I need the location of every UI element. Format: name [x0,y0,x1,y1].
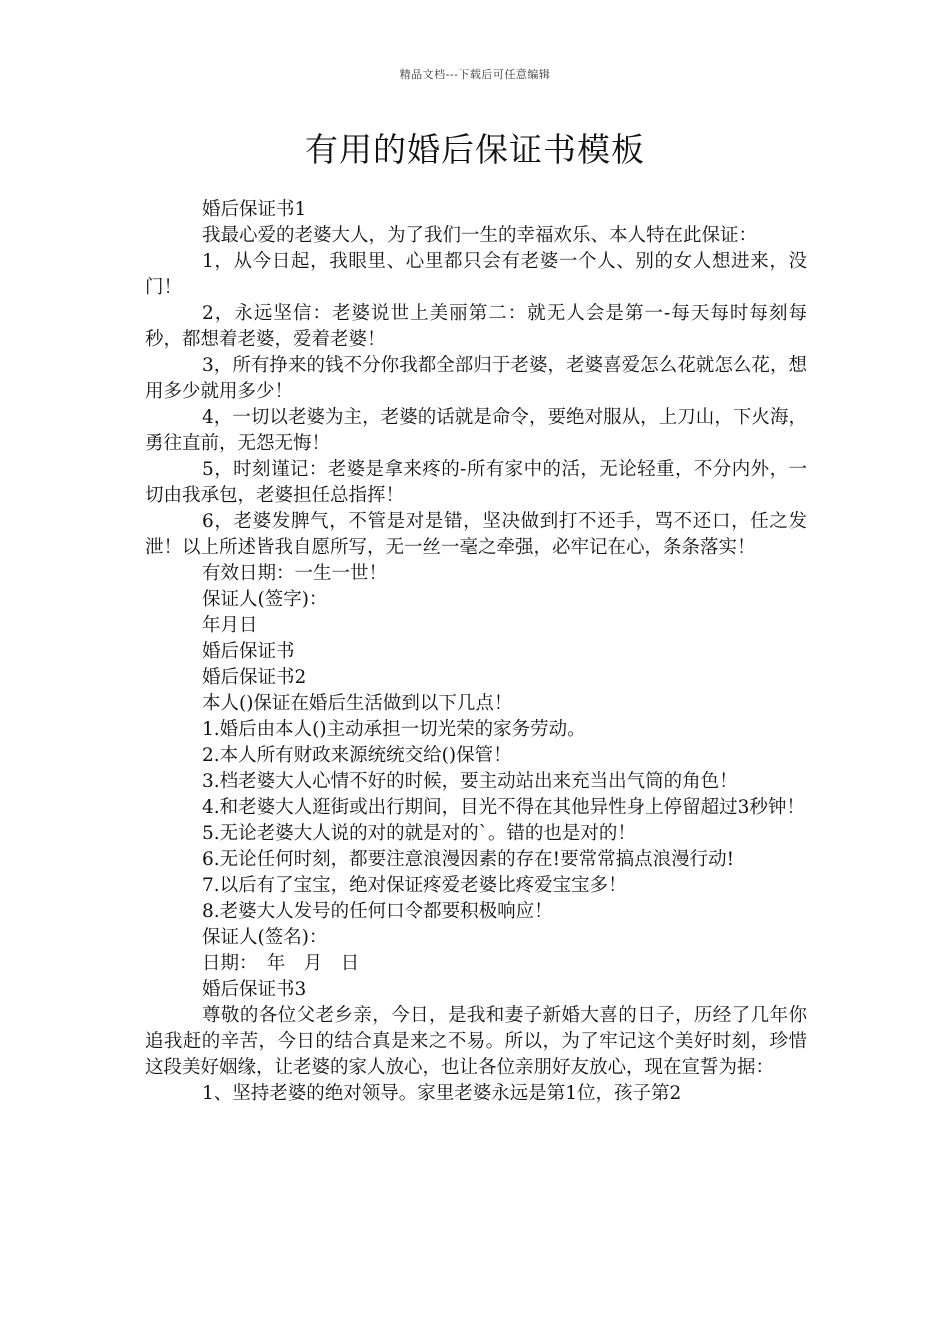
list-item: 2.本人所有财政来源统统交给()保管！ [202,745,512,766]
validity-line: 有效日期：一生一世！ [202,563,388,584]
section-heading-1: 婚后保证书1 [202,199,307,220]
guarantor-signature-line: 保证人(签字)： [202,589,328,610]
paragraph: 尊敬的各位父老乡亲，今日，是我和妻子新婚大喜的日子，历经了几年你追我赶的辛苦，今日的结合真是来之不易。所以，为了牢记这个美好时刻，珍惜这段美好姻缘，让老婆的家人放心，也让各位亲朋好友放心，现在宣誓为据： [145,1005,807,1078]
paragraph: 本人()保证在婚后生活做到以下几点！ [202,693,513,714]
list-item: 6.无论任何时刻，都要注意浪漫因素的存在!要常常搞点浪漫行动! [202,849,735,870]
paragraph: 6，老婆发脾气，不管是对是错，坚决做到打不还手，骂不还口，任之发泄！以上所述皆我自愿所写，无一丝一毫之牵强，必牢记在心，条条落实！ [145,511,807,558]
list-item: 1.婚后由本人()主动承担一切光荣的家务劳动。 [202,719,586,740]
paragraph: 1、坚持老婆的绝对领导。家里老婆永远是第1位，孩子第2 [202,1083,682,1104]
document-body [145,197,807,1107]
paragraph: 1，从今日起，我眼里、心里都只会有老婆一个人、别的女人想进来，没门！ [145,251,807,298]
guarantor-signature-line: 保证人(签名)： [202,927,328,948]
list-item: 7.以后有了宝宝，绝对保证疼爱老婆比疼爱宝宝多！ [202,875,627,896]
page-header-note: 精品文档---下载后可任意编辑 [399,68,551,81]
date-line: 日期： 年 月 日 [202,953,360,974]
paragraph: 3，所有挣来的钱不分你我都全部归于老婆，老婆喜爱怎么花就怎么花，想用多少就用多少！ [145,355,807,402]
list-item: 3.档老婆大人心情不好的时候，要主动站出来充当出气筒的角色！ [202,771,738,792]
paragraph: 2，永远坚信：老婆说世上美丽第二：就无人会是第一-每天每时每刻每秒，都想着老婆，爱着老婆！ [145,303,807,350]
document-title: 有用的婚后保证书模板 [305,130,645,169]
list-item: 8.老婆大人发号的任何口令都要积极响应！ [202,901,553,922]
list-item: 5.无论老婆大人说的对的就是对的`。错的也是对的！ [202,823,636,844]
paragraph: 5，时刻谨记：老婆是拿来疼的-所有家中的活，无论轻重，不分内外，一切由我承包，老婆担任总指挥！ [145,459,807,506]
date-line: 年月日 [202,615,258,636]
paragraph: 我最心爱的老婆大人，为了我们一生的幸福欢乐、本人特在此保证： [202,225,758,246]
paragraph: 4，一切以老婆为主，老婆的话就是命令，要绝对服从，上刀山，下火海，勇往直前，无怨无悔！ [145,407,807,454]
list-item: 4.和老婆大人逛街或出行期间，目光不得在其他异性身上停留超过3秒钟！ [202,797,805,818]
section-heading: 婚后保证书 [202,641,295,662]
section-heading-3: 婚后保证书3 [202,979,307,1000]
section-heading-2: 婚后保证书2 [202,667,307,688]
